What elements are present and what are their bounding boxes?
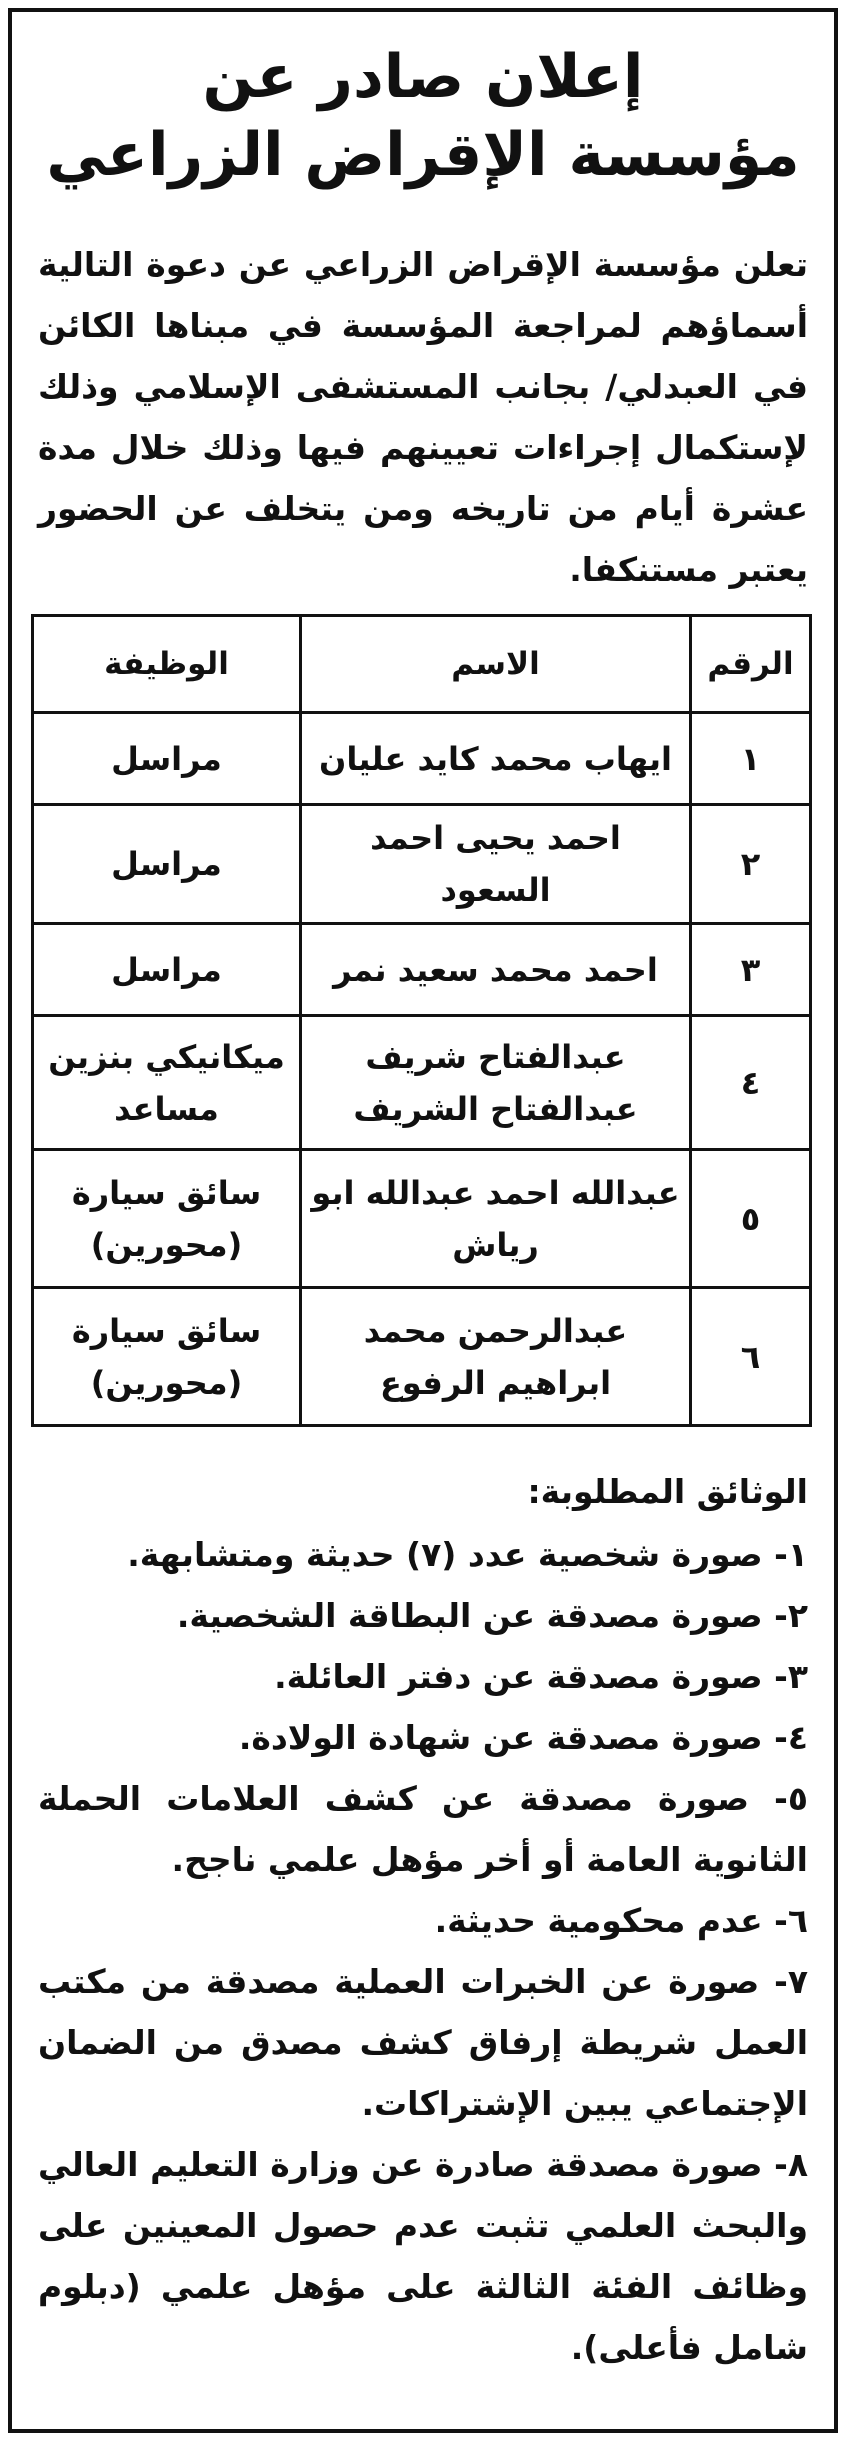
document-item: ١- صورة شخصية عدد (٧) حديثة ومتشابهة.	[127, 1535, 808, 1574]
table-row	[33, 924, 811, 1016]
table-row	[33, 1288, 811, 1426]
document-item: ٣- صورة مصدقة عن دفتر العائلة.	[274, 1657, 808, 1696]
header-job: الوظيفة	[33, 616, 301, 713]
row-number: ٦	[691, 1288, 811, 1426]
row-job: مراسل	[33, 713, 301, 805]
row-job: مراسل	[33, 805, 301, 924]
title-line-2: مؤسسة الإقراض الزراعي	[46, 120, 800, 190]
document-item: ٢- صورة مصدقة عن البطاقة الشخصية.	[176, 1596, 808, 1635]
row-name: عبدالفتاح شريف عبدالفتاح الشريف	[301, 1016, 691, 1150]
table-row	[33, 713, 811, 805]
row-job: مراسل	[33, 924, 301, 1016]
row-number: ٣	[691, 924, 811, 1016]
row-name: احمد محمد سعيد نمر	[301, 924, 691, 1016]
row-job: سائق سيارة (محورين)	[33, 1288, 301, 1426]
title-line-1: إعلان صادر عن	[202, 42, 644, 112]
intro-paragraph: تعلن مؤسسة الإقراض الزراعي عن دعوة التالية أسماؤهم لمراجعة المؤسسة في مبناها الكائن في العبدلي/ بجانب المستشفى الإسلامي وذلك لإستكمال إجراءات تعيينهم فيها وذلك خلال مدة عشرة أيام من تاريخه ومن يتخلف عن الحضور يعتبر مستنكفا.	[38, 245, 808, 589]
announcement-frame	[8, 8, 838, 2433]
header-number: الرقم	[691, 616, 811, 713]
row-number: ١	[691, 713, 811, 805]
row-job: سائق سيارة (محورين)	[33, 1150, 301, 1288]
document-item: ٥- صورة مصدقة عن كشف العلامات الحملة الثانوية العامة أو أخر مؤهل علمي ناجح.	[38, 1779, 808, 1879]
row-name: عبدالله احمد عبدالله ابو رياش	[301, 1150, 691, 1288]
announcement-title	[12, 38, 834, 194]
row-job: ميكانيكي بنزين مساعد	[33, 1016, 301, 1150]
row-name: احمد يحيى احمد السعود	[301, 805, 691, 924]
document-item: ٦- عدم محكومية حديثة.	[434, 1901, 808, 1940]
row-number: ٤	[691, 1016, 811, 1150]
table-row	[33, 1016, 811, 1150]
table-header-row	[33, 616, 811, 713]
table-row	[33, 1150, 811, 1288]
document-item: ٧- صورة عن الخبرات العملية مصدقة من مكتب العمل شريطة إرفاق كشف مصدق من الضمان الإجتماعي يبين الإشتراكات.	[38, 1962, 808, 2123]
required-documents	[38, 1461, 808, 2378]
row-name: عبدالرحمن محمد ابراهيم الرفوع	[301, 1288, 691, 1426]
row-name: ايهاب محمد كايد عليان	[301, 713, 691, 805]
row-number: ٥	[691, 1150, 811, 1288]
row-number: ٢	[691, 805, 811, 924]
table-row	[33, 805, 811, 924]
document-item: ٨- صورة مصدقة صادرة عن وزارة التعليم العالي والبحث العلمي تثبت عدم حصول المعينين على وظائف الفئة الثالثة على مؤهل علمي (دبلوم شامل فأعلى).	[38, 2145, 808, 2367]
document-item: ٤- صورة مصدقة عن شهادة الولادة.	[238, 1718, 808, 1757]
header-name: الاسم	[301, 616, 691, 713]
documents-heading: الوثائق المطلوبة:	[527, 1472, 808, 1511]
appointees-table	[31, 614, 812, 1427]
